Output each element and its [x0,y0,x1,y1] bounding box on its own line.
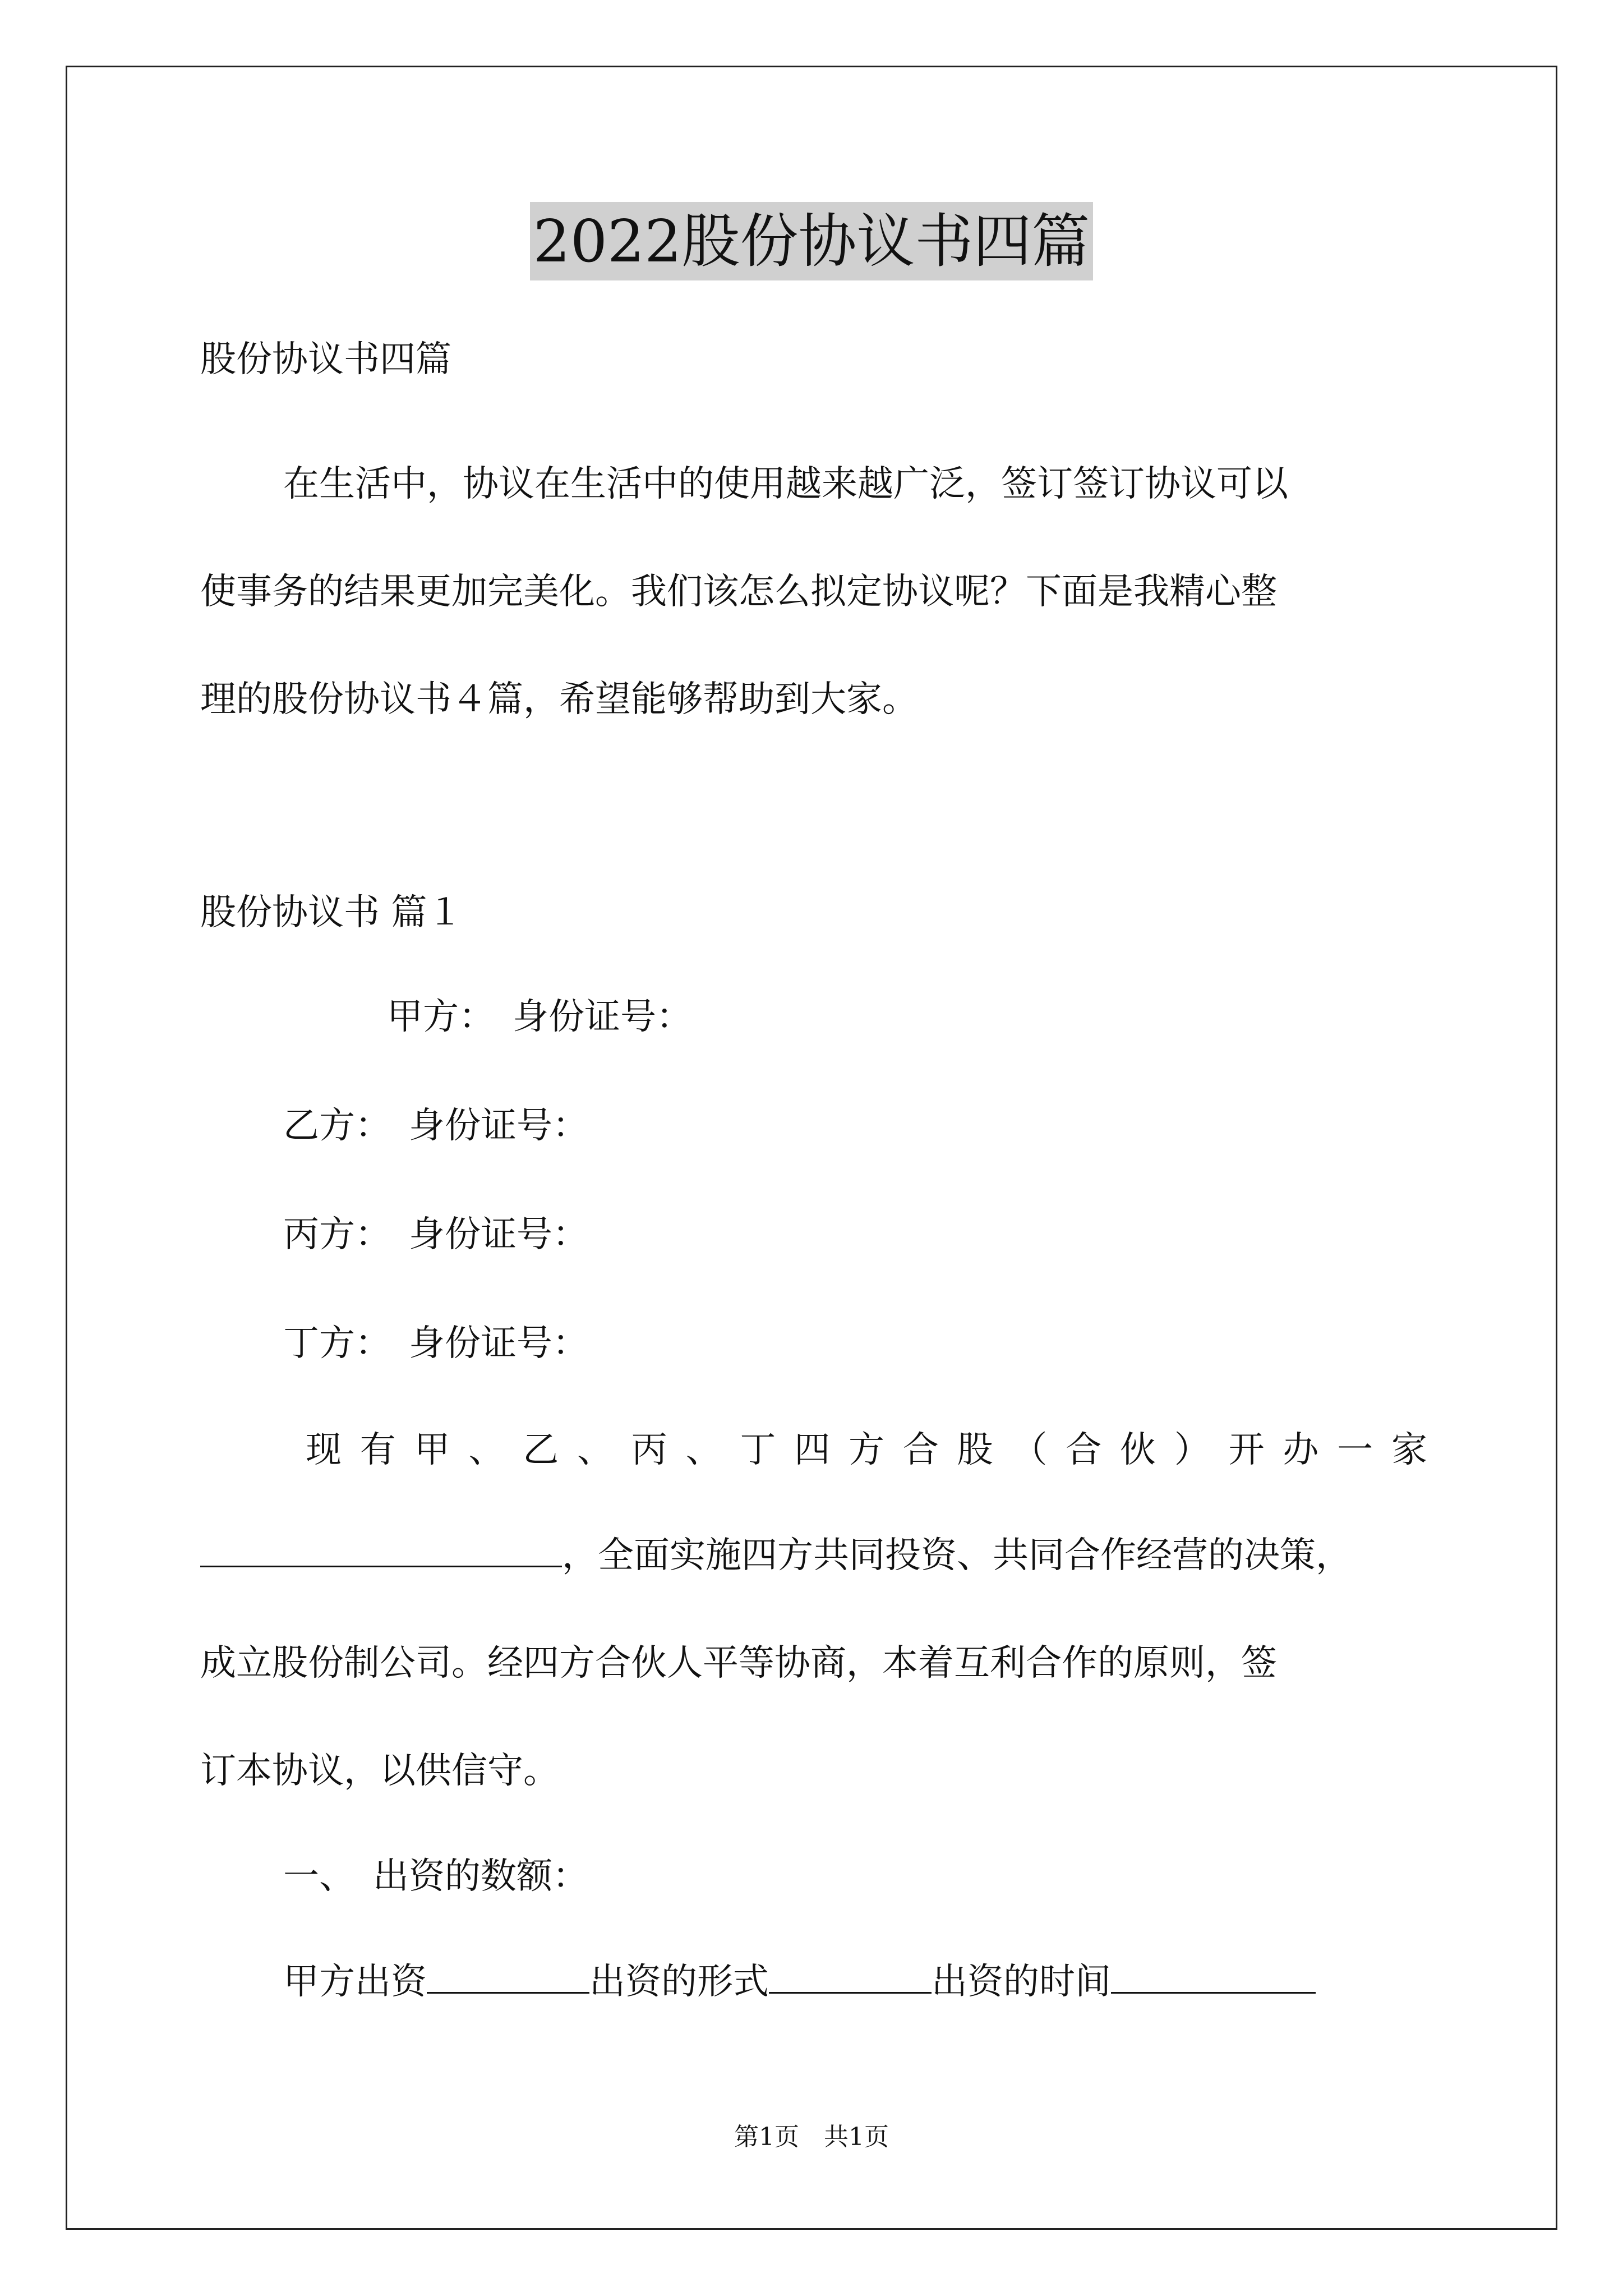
party-b-line: 乙方： 身份证号： [283,1105,588,1147]
party-a-line: 甲方： 身份证号： [387,996,692,1038]
party-a-contribution-label: 甲方出资 [283,1961,427,2003]
contribution-line [283,1957,1316,2007]
intro-line-2: 使事务的结果更加完美化。我们该怎么拟定协议呢？下面是我精心整 [200,571,1277,613]
clause-1-heading: 一、 出资的数额： [283,1856,588,1897]
document-subtitle: 股份协议书四篇 [200,339,451,380]
company-name-blank [200,1531,562,1567]
contribution-amount-blank [427,1957,589,1994]
body-line-3: 成立股份制公司。经四方合伙人平等协商，本着互利合作的原则，签 [200,1642,1277,1684]
page-footer: 第1页 共1页 [734,2123,889,2151]
body-line-4: 订本协议，以供信守。 [200,1750,559,1792]
body-line-2 [200,1530,1352,1581]
body-line-2-text: ，全面实施四方共同投资、共同合作经营的决策， [562,1535,1352,1576]
contribution-form-label: 出资的形式 [589,1961,769,2003]
contribution-time-label: 出资的时间 [932,1961,1111,2003]
intro-line-3: 理的股份协议书４篇，希望能够帮助到大家。 [200,679,918,720]
contribution-form-blank [769,1957,932,1994]
contribution-time-blank [1111,1957,1316,1994]
party-c-line: 丙方： 身份证号： [283,1214,588,1255]
body-line-1: 现有甲、乙、丙、丁四方合股（合伙）开办一家 [306,1429,1427,1471]
document-title: 2022股份协议书四篇 [530,202,1094,280]
intro-line-1: 在生活中，协议在生活中的使用越来越广泛，签订签订协议可以 [283,463,1288,505]
party-d-line: 丁方： 身份证号： [283,1323,588,1364]
title-block [0,202,1623,280]
section-heading: 股份协议书 篇１ [200,892,463,933]
